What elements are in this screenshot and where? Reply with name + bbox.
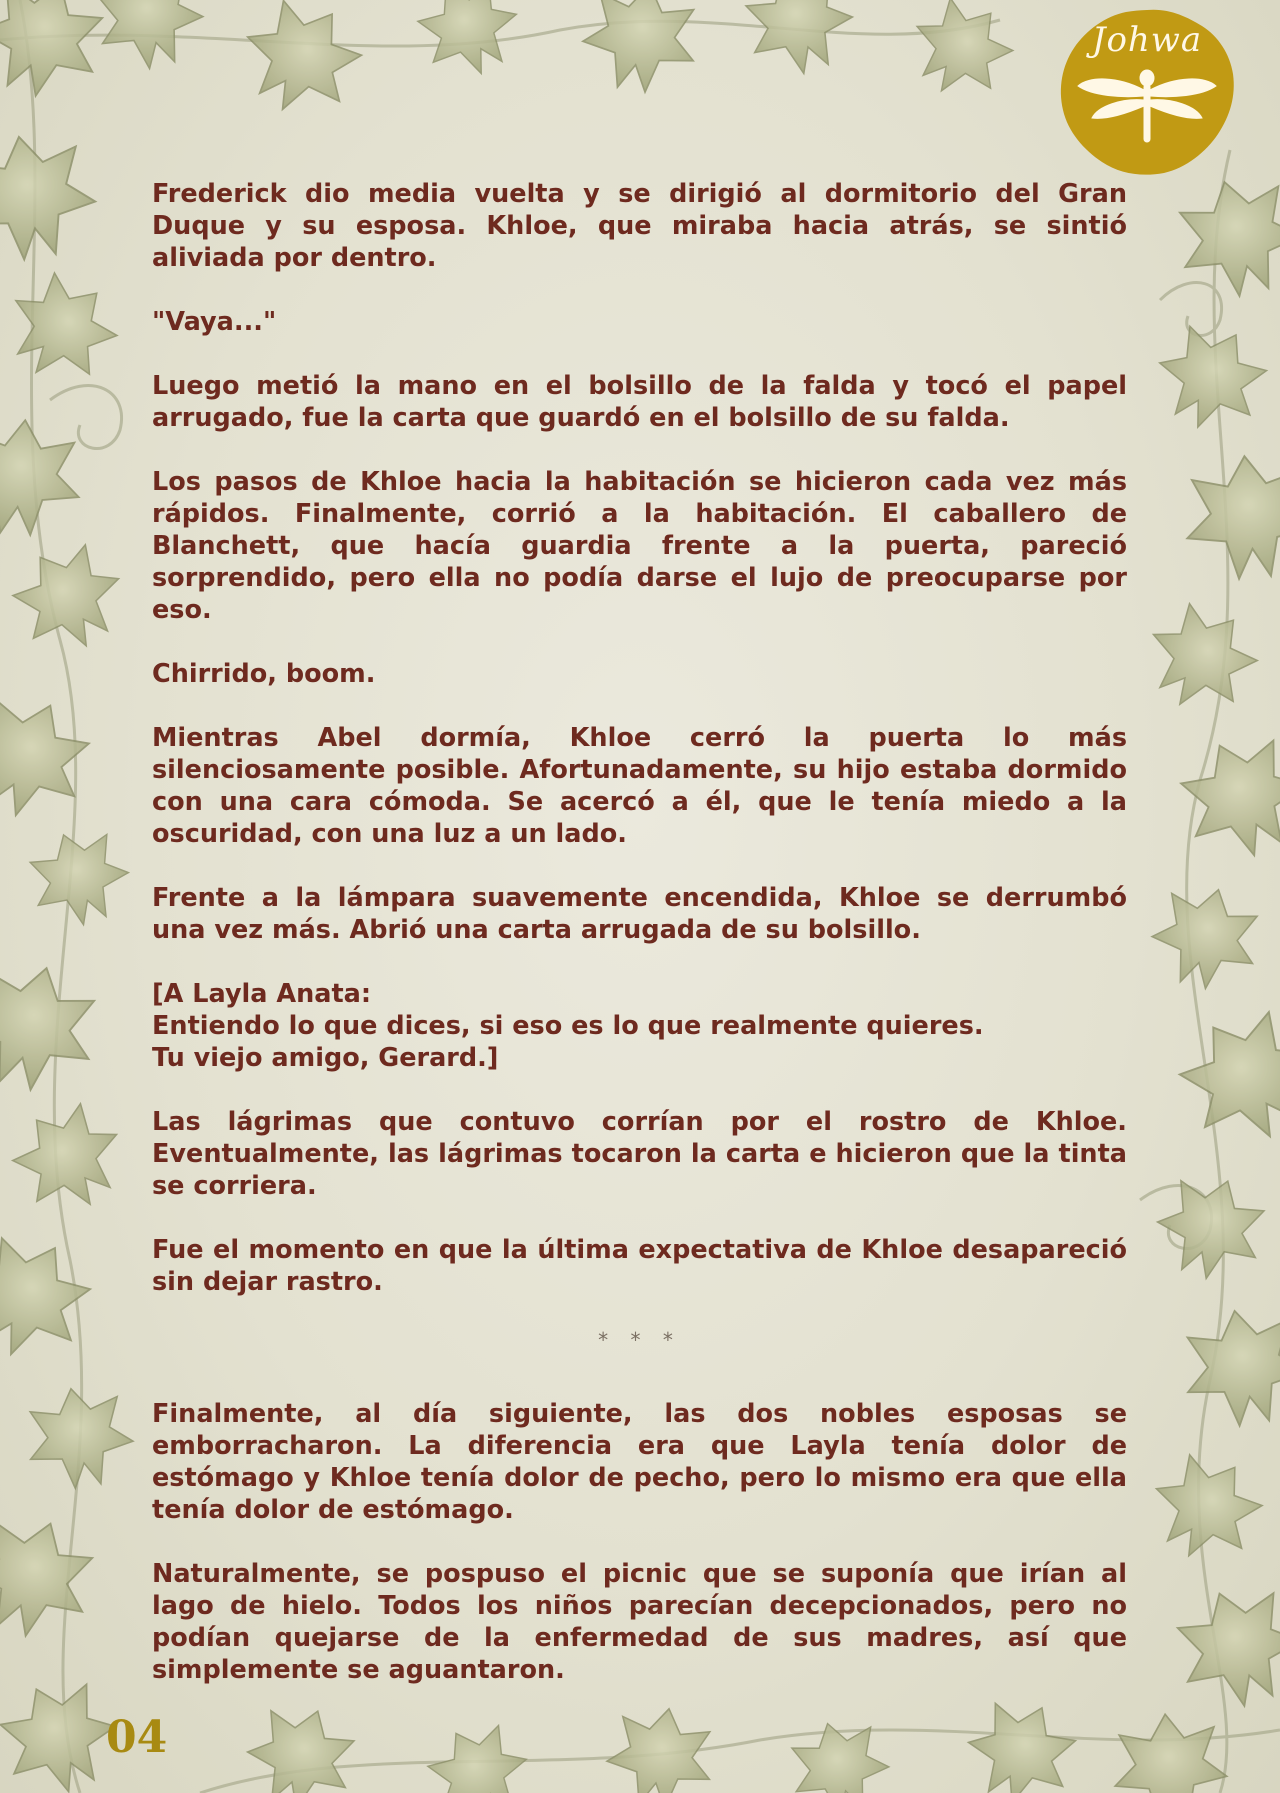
chapter-text: [152, 178, 1127, 1686]
paragraph: Naturalmente, se pospuso el picnic que se suponía que irían al lago de hielo. Todos los niños parecían decepcionados, pero no podían quejarse de la enfermedad de sus madres, así que simplemente se aguantaron.: [152, 1559, 1127, 1685]
johwa-logo: [1058, 6, 1236, 178]
letter-line: Tu viejo amigo, Gerard.]: [152, 1043, 499, 1073]
logo-text: Johwa: [1091, 20, 1203, 60]
paragraph: Finalmente, al día siguiente, las dos nobles esposas se emborracharon. La diferencia era que Layla tenía dolor de estómago y Khloe tenía dolor de pecho, pero lo mismo era que ella tenía dolor de estómago.: [152, 1399, 1127, 1525]
paragraph: Luego metió la mano en el bolsillo de la falda y tocó el papel arrugado, fue la carta que guardó en el bolsillo de su falda.: [152, 371, 1127, 433]
scene-divider: * * *: [598, 1328, 681, 1352]
paragraph: "Vaya...": [152, 307, 277, 337]
paragraph: Fue el momento en que la última expectativa de Khloe desapareció sin dejar rastro.: [152, 1235, 1127, 1297]
paragraph: Mientras Abel dormía, Khloe cerró la puerta lo más silenciosamente posible. Afortunadamente, su hijo estaba dormido con una cara cómoda. Se acercó a él, que le tenía miedo a la oscuridad, con una luz a un lado.: [152, 723, 1127, 849]
letter-line: [A Layla Anata:: [152, 979, 372, 1009]
page-number: 04: [106, 1712, 168, 1763]
paragraph: Los pasos de Khloe hacia la habitación se hicieron cada vez más rápidos. Finalmente, corrió a la habitación. El caballero de Blanchett, que hacía guardia frente a la puerta, pareció sorprendido, pero ella no podía darse el lujo de preocuparse por eso.: [152, 467, 1127, 625]
paragraph: Frente a la lámpara suavemente encendida, Khloe se derrumbó una vez más. Abrió una carta arrugada de su bolsillo.: [152, 883, 1127, 945]
paragraph: Chirrido, boom.: [152, 659, 376, 689]
paragraph: Las lágrimas que contuvo corrían por el rostro de Khloe. Eventualmente, las lágrimas tocaron la carta e hicieron que la tinta se corriera.: [152, 1107, 1127, 1201]
letter-line: Entiendo lo que dices, si eso es lo que realmente quieres.: [152, 1011, 984, 1041]
letter-quote: [152, 978, 1127, 1074]
paragraph: Frederick dio media vuelta y se dirigió al dormitorio del Gran Duque y su esposa. Khloe, que miraba hacia atrás, se sintió aliviada por dentro.: [152, 179, 1127, 273]
